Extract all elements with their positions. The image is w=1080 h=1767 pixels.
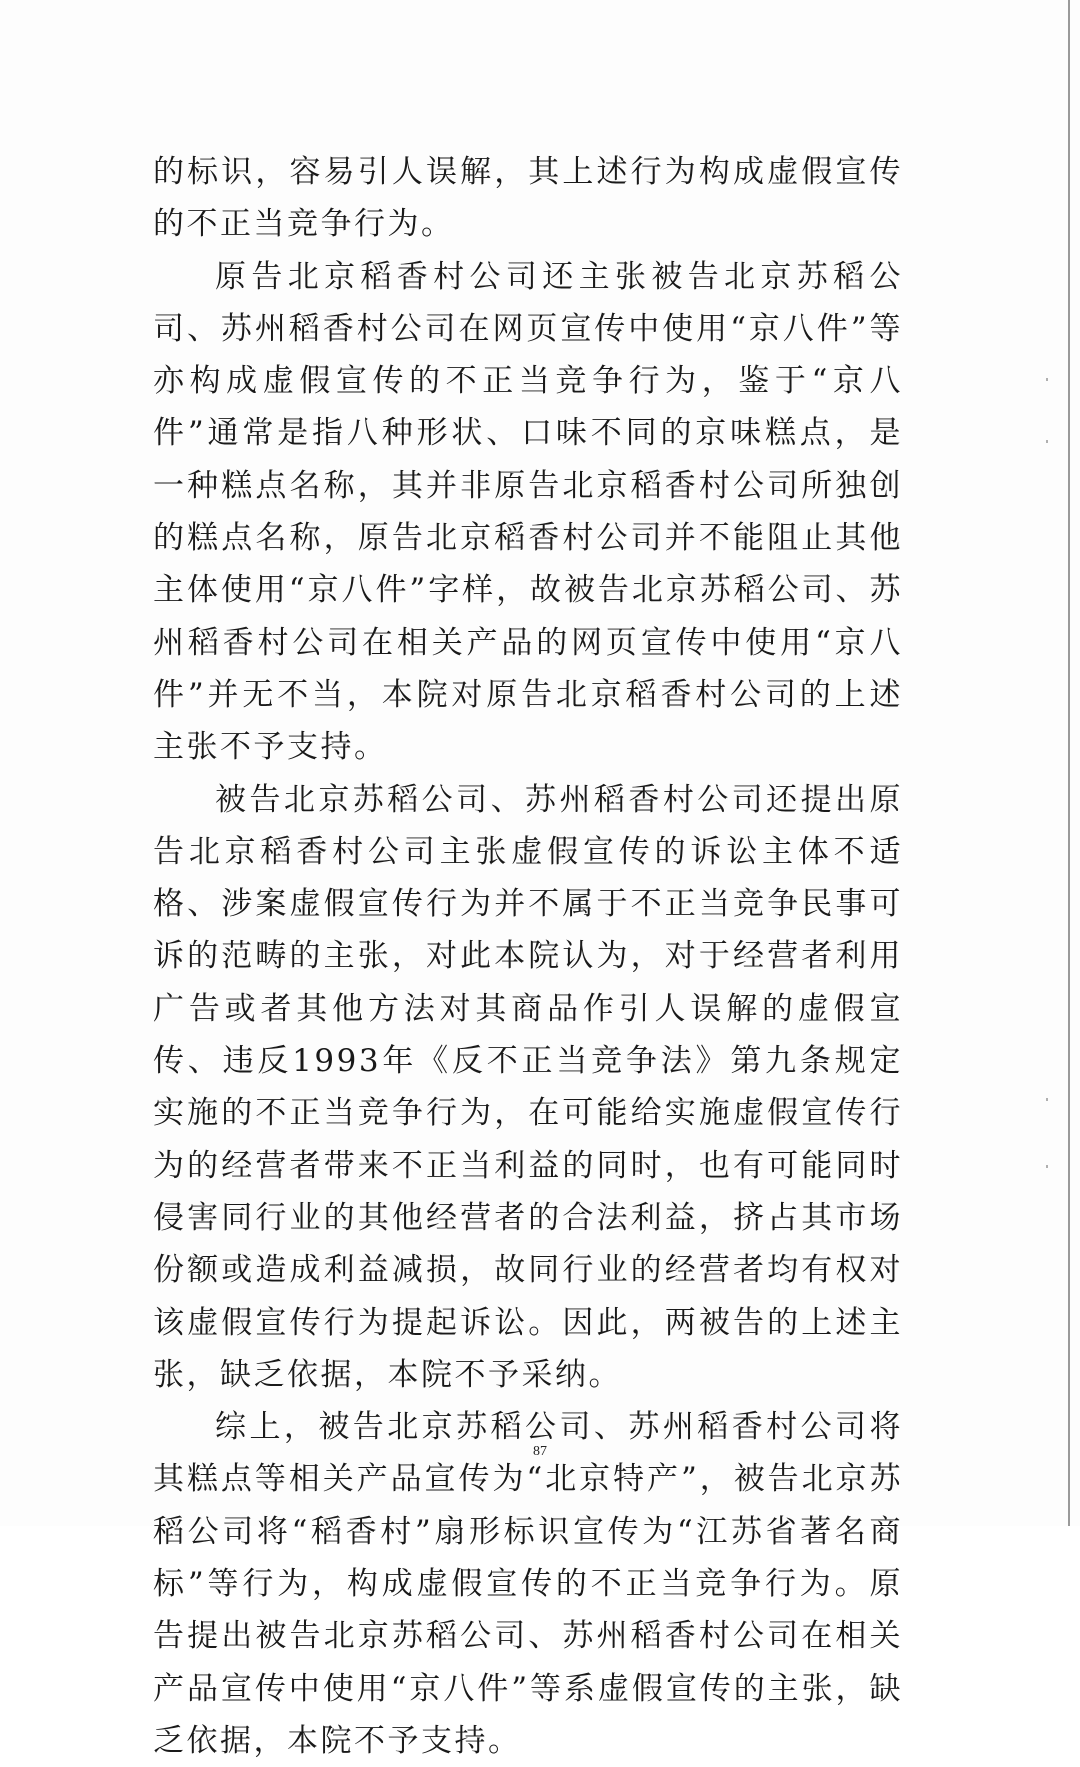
paragraph-conclusion: 综上，被告北京苏稻公司、苏州稻香村公司将其糕点等相关产品宣传为“北京特产”，被告北京苏稻公司将“稻香村”扇形标识宣传为“江苏省著名商标”等行为，构成虚假宣传的不正当竞争行为。原告提出被告北京苏稻公司、苏州稻香村公司在相关产品宣传中使用“京八件”等系虚假宣传的主张，缺乏依据，本院不予支持。 [153,1409,903,1759]
scan-speck [1046,1165,1048,1168]
page-number: 87 [533,1444,547,1459]
paragraph-jing-ba-jian-claim: 原告北京稻香村公司还主张被告北京苏稻公司、苏州稻香村公司在网页宣传中使用“京八件”等亦构成虚假宣传的不正当竞争行为，鉴于“京八件”通常是指八种形状、口味不同的京味糕点，是一种糕点名称，其并非原告北京稻香村公司所独创的糕点名称，原告北京稻香村公司并不能阻止其他主体使用“京八件”字样，故被告北京苏稻公司、苏州稻香村公司在相关产品的网页宣传中使用“京八件”并无不当，本院对原告北京稻香村公司的上述主张不予支持。 [153,258,903,766]
paragraph-continuation: 的标识，容易引人误解，其上述行为构成虚假宣传的不正当竞争行为。 [153,154,903,243]
scan-speck [1046,1098,1048,1101]
scan-speck [1046,378,1048,381]
scan-edge-line [1068,0,1070,1526]
document-body [153,146,903,1767]
scan-speck [1046,440,1048,443]
paragraph-defendant-objection: 被告北京苏稻公司、苏州稻香村公司还提出原告北京稻香村公司主张虚假宣传的诉讼主体不适格、涉案虚假宣传行为并不属于不正当竞争民事可诉的范畴的主张，对此本院认为，对于经营者利用广告或者其他方法对其商品作引人误解的虚假宣传、违反1993年《反不正当竞争法》第九条规定实施的不正当竞争行为，在可能给实施虚假宣传行为的经营者带来不正当利益的同时，也有可能同时侵害同行业的其他经营者的合法利益，挤占其市场份额或造成利益减损，故同行业的经营者均有权对该虚假宣传行为提起诉讼。因此，两被告的上述主张，缺乏依据，本院不予采纳。 [153,781,903,1393]
